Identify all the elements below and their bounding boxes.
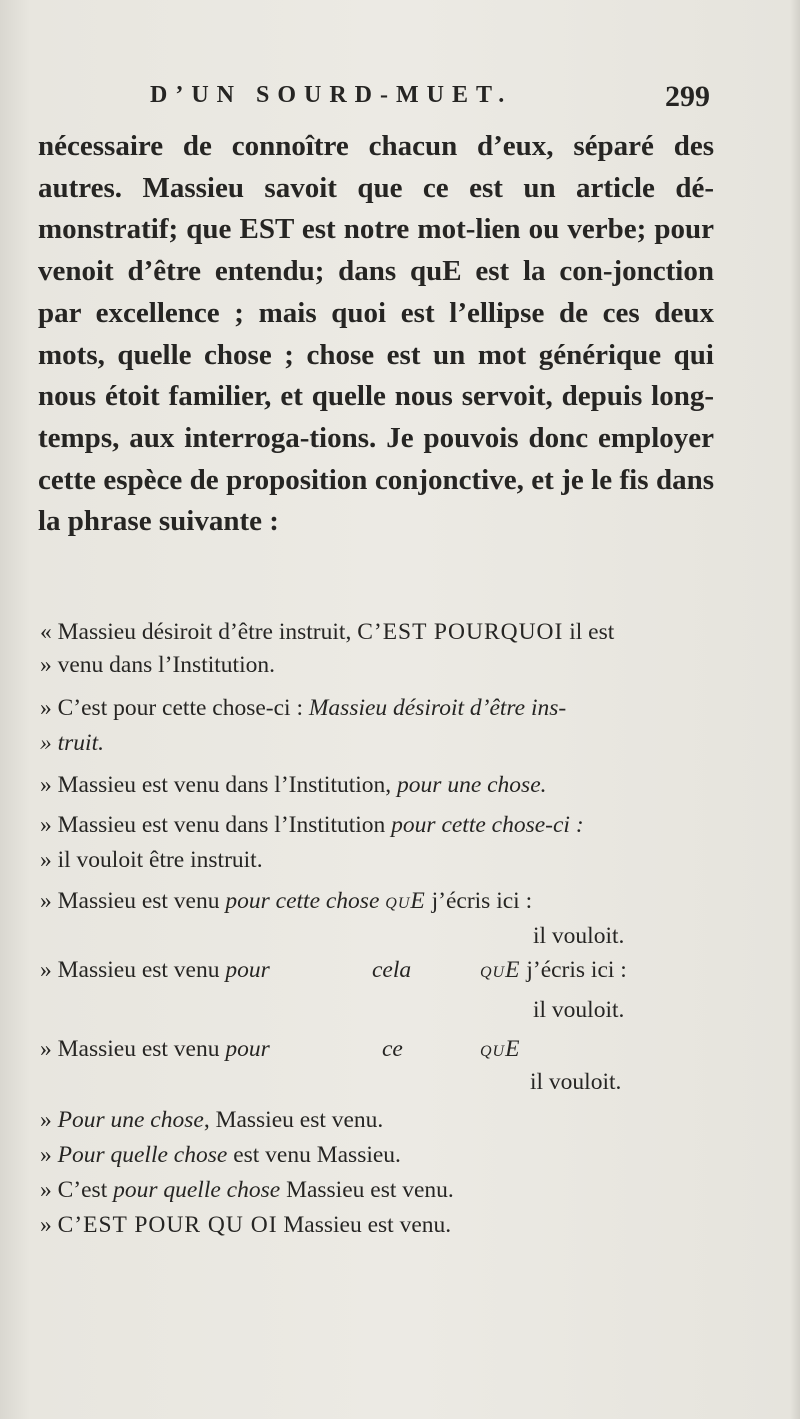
- quote-italic: ce: [382, 1036, 403, 1062]
- quote-italic: pour: [225, 957, 270, 983]
- quote-line-1b: » venu dans l’Institution.: [40, 652, 275, 678]
- quote-text: » C’est pour cette chose-ci :: [40, 695, 309, 721]
- quote-line-6-que: [480, 957, 627, 984]
- quote-italic: pour une chose.: [397, 772, 547, 798]
- quote-text: »: [40, 1142, 58, 1168]
- quote-line-2b: [40, 730, 104, 757]
- quote-line-11: [40, 1212, 451, 1239]
- quote-italic: Massieu désiroit d’être ins-: [308, 695, 567, 721]
- quote-italic: pour cette chose-ci :: [391, 812, 584, 838]
- quote-text: » C’est: [40, 1177, 114, 1203]
- quote-line-5b: il vouloit.: [533, 923, 625, 949]
- quote-text: » Massieu est venu: [40, 957, 226, 983]
- quote-text: j’écris ici :: [425, 888, 533, 914]
- quote-line-5: [40, 888, 532, 915]
- quote-line-4b: » il vouloit être instruit.: [40, 847, 263, 873]
- quote-text: il est: [563, 619, 615, 645]
- quote-italic: pour: [225, 1036, 270, 1062]
- quote-line-6: [40, 957, 270, 984]
- quote-line-7: [40, 1036, 270, 1063]
- quote-line-1: [40, 619, 614, 646]
- quote-text: » Massieu est venu dans l’Institution,: [40, 772, 398, 798]
- quote-text: »: [40, 1212, 58, 1238]
- quote-text: j’écris ici :: [520, 957, 627, 983]
- quote-italic: » truit.: [40, 730, 104, 756]
- quote-line-7-ce: [382, 1036, 403, 1063]
- quote-smallcaps: C’EST POURQUOI: [357, 619, 564, 645]
- quote-text: « Massieu désiroit d’être instruit,: [40, 619, 358, 645]
- quote-italic: pour quelle chose: [113, 1177, 281, 1203]
- quote-line-3: [40, 772, 547, 799]
- quote-line-10: [40, 1177, 454, 1204]
- quote-text: Massieu est venu.: [277, 1212, 452, 1238]
- quote-text: »: [40, 1107, 58, 1133]
- quote-line-7-que: [480, 1036, 520, 1063]
- paragraph-text: nécessaire de connoître chacun d’eux, séparé des autres. Massieu savoit que ce est un article dé-monstratif; que EST est notre mot-lien ou verbe; pour venoit d’être entendu; dans quE est la con-jonction par excellence ; mais quoi est l’ellipse de ces deux mots, quelle chose ; chose est un mot générique qui nous étoit familier, et quelle nous servoit, depuis long-temps, aux interroga-tions. Je pouvois donc employer cette espèce de proposition conjonctive, et je le fis dans la phrase suivante :: [38, 130, 714, 538]
- quote-line-4: [40, 812, 584, 839]
- quote-italic: Pour une chose: [57, 1107, 204, 1133]
- quote-text: , Massieu est venu.: [203, 1107, 384, 1133]
- quote-line-8: [40, 1107, 383, 1134]
- main-paragraph: [38, 126, 714, 543]
- quote-text: » Massieu est venu: [40, 1036, 226, 1062]
- quote-line-6b: il vouloit.: [533, 997, 625, 1023]
- page-header: [150, 80, 710, 116]
- quote-italic: pour cette chose: [225, 888, 386, 914]
- page-number: 299: [665, 80, 710, 113]
- quote-italic: cela: [372, 957, 412, 983]
- quote-line-2: [40, 695, 566, 722]
- quote-smallcaps: quE: [480, 1036, 521, 1062]
- quote-text: Massieu est venu.: [280, 1177, 454, 1203]
- quote-text: est venu Massieu.: [227, 1142, 401, 1168]
- quote-smallcaps: quE: [385, 888, 426, 914]
- quote-line-6-cela: [372, 957, 411, 984]
- quote-smallcaps: C’EST POUR QU OI: [57, 1212, 278, 1238]
- quote-text: » Massieu est venu dans l’Institution: [40, 812, 392, 838]
- quote-smallcaps: quE: [480, 957, 521, 983]
- quote-text: » Massieu est venu: [40, 888, 226, 914]
- running-head: D’UN SOURD-MUET.: [150, 82, 513, 108]
- quote-italic: Pour quelle chose: [57, 1142, 228, 1168]
- quote-line-7b: il vouloit.: [530, 1069, 622, 1095]
- quote-line-9: [40, 1142, 401, 1169]
